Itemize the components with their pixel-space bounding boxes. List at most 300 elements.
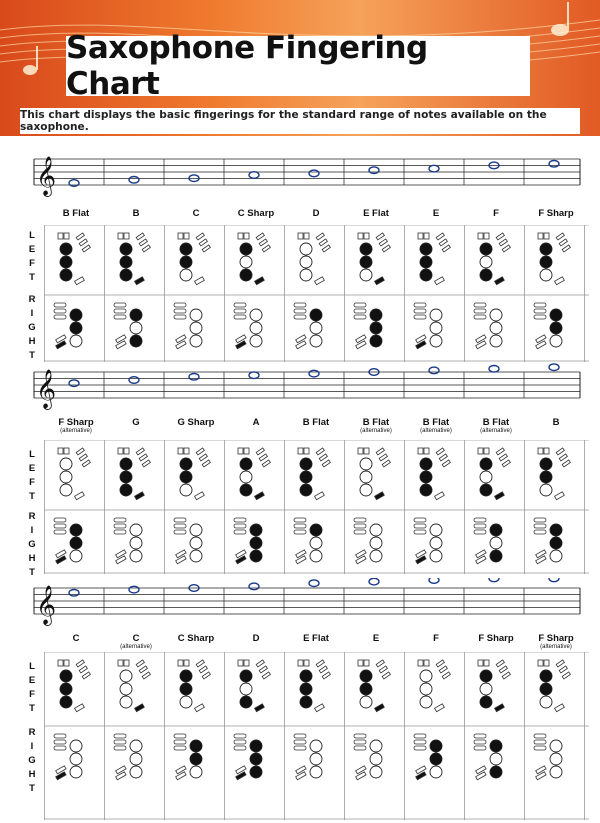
tone-hole [310, 537, 322, 549]
tone-hole [240, 256, 252, 268]
palm-key [196, 448, 204, 455]
right-hand-fingering-diagram [354, 734, 382, 780]
tone-hole [300, 256, 312, 268]
octave-key [418, 660, 423, 666]
tone-hole [420, 471, 432, 483]
tone-hole [60, 243, 72, 255]
chart-section-1 [0, 145, 600, 362]
tone-hole [420, 243, 432, 255]
side-key [234, 524, 246, 528]
pinky-key [555, 277, 565, 285]
pinky-key [555, 492, 565, 500]
palm-key [136, 448, 144, 455]
octave-key [178, 448, 183, 454]
tone-hole [480, 269, 492, 281]
tone-hole [70, 537, 82, 549]
octave-key [178, 233, 183, 239]
music-staff-1 [0, 145, 600, 205]
tone-hole [250, 524, 262, 536]
tone-hole [250, 537, 262, 549]
tone-hole [300, 696, 312, 708]
tone-hole [180, 683, 192, 695]
side-key [414, 740, 426, 744]
note-label: B Flat [62, 208, 90, 219]
side-key [474, 315, 486, 319]
whole-note [489, 578, 499, 582]
pinky-key [375, 492, 385, 500]
tone-hole [190, 524, 202, 536]
tone-hole [540, 269, 552, 281]
palm-key [319, 239, 327, 246]
palm-key [562, 245, 570, 252]
tone-hole [190, 753, 202, 765]
palm-key [559, 454, 567, 461]
octave-key [304, 660, 309, 666]
tone-hole [130, 309, 142, 321]
tone-hole [300, 243, 312, 255]
note-label: E [432, 208, 440, 219]
palm-key [379, 666, 387, 673]
note-label: G Sharp [177, 417, 215, 428]
octave-key [478, 660, 483, 666]
tone-hole [310, 740, 322, 752]
tone-hole [130, 322, 142, 334]
octave-key [298, 233, 303, 239]
pinky-key [135, 277, 145, 285]
pinky-key [495, 492, 505, 500]
side-key [414, 303, 426, 307]
tone-hole [540, 458, 552, 470]
octave-key [544, 660, 549, 666]
palm-key [379, 239, 387, 246]
tone-hole [190, 322, 202, 334]
tone-hole [250, 766, 262, 778]
side-key [234, 530, 246, 534]
tone-hole [370, 740, 382, 752]
tone-hole [370, 309, 382, 321]
left-hand-label: L E F T [28, 661, 36, 714]
tone-hole [190, 740, 202, 752]
right-hand-fingering-diagram [414, 518, 442, 564]
tone-hole [540, 243, 552, 255]
page-subtitle: This chart displays the basic fingerings for the standard range of notes available on the saxophone. [20, 109, 547, 133]
tone-hole [430, 766, 442, 778]
side-key [114, 303, 126, 307]
right-hand-fingering-diagram [534, 734, 562, 780]
tone-hole [180, 696, 192, 708]
left-hand-fingering-diagram [538, 448, 570, 500]
palm-key [202, 245, 210, 252]
tone-hole [490, 753, 502, 765]
tone-hole [190, 309, 202, 321]
left-hand-fingering-diagram [238, 448, 270, 500]
right-hand-fingering-diagram [114, 734, 142, 780]
palm-key [322, 460, 330, 467]
tone-hole [360, 269, 372, 281]
tone-hole [430, 537, 442, 549]
palm-key [142, 460, 150, 467]
palm-key [82, 460, 90, 467]
whole-note [369, 578, 379, 585]
side-key [174, 309, 186, 313]
whole-note [129, 586, 139, 593]
tone-hole [120, 256, 132, 268]
side-key [414, 734, 426, 738]
tone-hole [60, 484, 72, 496]
side-key [114, 740, 126, 744]
right-hand-fingering-diagram [234, 734, 262, 780]
octave-key [238, 660, 243, 666]
side-key [474, 530, 486, 534]
octave-key [358, 233, 363, 239]
whole-note [489, 366, 499, 373]
octave-key [358, 660, 363, 666]
side-key [534, 524, 546, 528]
side-key [114, 315, 126, 319]
tone-hole [300, 458, 312, 470]
palm-key [502, 460, 510, 467]
tone-hole [310, 335, 322, 347]
palm-key [196, 233, 204, 240]
tone-hole [70, 740, 82, 752]
palm-key [256, 448, 264, 455]
left-hand-fingering-diagram [118, 233, 150, 285]
note-labels-2 [46, 414, 586, 440]
palm-key [82, 245, 90, 252]
treble-clef-icon: 𝄞 [36, 585, 57, 625]
note-label: B Flat (alternative) [420, 417, 452, 434]
palm-key [76, 233, 84, 240]
palm-key [556, 448, 564, 455]
side-key [354, 530, 366, 534]
left-hand-fingering-diagram [298, 660, 330, 712]
tone-hole [420, 696, 432, 708]
palm-key [79, 666, 87, 673]
tone-hole [250, 550, 262, 562]
tone-hole [370, 766, 382, 778]
left-hand-fingering-diagram [478, 660, 510, 712]
whole-note [429, 367, 439, 374]
octave-key [58, 448, 63, 454]
palm-key [379, 454, 387, 461]
octave-key [124, 233, 129, 239]
tone-hole [240, 696, 252, 708]
tone-hole [60, 269, 72, 281]
whole-note [249, 172, 259, 179]
palm-key [502, 672, 510, 679]
octave-key [244, 660, 249, 666]
tone-hole [540, 683, 552, 695]
pinky-key [255, 277, 265, 285]
palm-key [502, 245, 510, 252]
right-hand-fingering-diagram [54, 303, 82, 349]
side-key [234, 315, 246, 319]
side-key [174, 524, 186, 528]
tone-hole [430, 335, 442, 347]
pinky-key [195, 704, 205, 712]
palm-key [136, 233, 144, 240]
side-key [174, 530, 186, 534]
octave-key [118, 660, 123, 666]
side-key [114, 524, 126, 528]
side-key [474, 303, 486, 307]
treble-clef-icon: 𝄞 [36, 369, 57, 409]
palm-key [316, 233, 324, 240]
note-label: B Flat (alternative) [360, 417, 392, 434]
palm-key [316, 660, 324, 667]
tone-hole [240, 269, 252, 281]
side-key [414, 518, 426, 522]
tone-hole [540, 670, 552, 682]
pinky-key [75, 277, 85, 285]
tone-hole [310, 309, 322, 321]
tone-hole [480, 484, 492, 496]
tone-hole [130, 537, 142, 549]
whole-note [129, 377, 139, 384]
left-hand-fingering-diagram [358, 660, 390, 712]
right-hand-fingering-diagram [174, 518, 202, 564]
whole-note [69, 380, 79, 387]
right-hand-label: R I G H T [28, 511, 36, 578]
side-key [54, 309, 66, 313]
tone-hole [540, 696, 552, 708]
tone-hole [310, 753, 322, 765]
left-hand-label: L E F T [28, 230, 36, 283]
note-label: C (alternative) [120, 633, 152, 650]
chart-section-2 [0, 362, 600, 578]
whole-note [549, 578, 559, 582]
palm-key [559, 666, 567, 673]
right-hand-fingering-diagram [474, 734, 502, 780]
right-hand-fingering-diagram [294, 303, 322, 349]
tone-hole [370, 550, 382, 562]
tone-hole [190, 335, 202, 347]
pinky-key [495, 704, 505, 712]
tone-hole [480, 471, 492, 483]
side-key [354, 518, 366, 522]
side-key [354, 303, 366, 307]
tone-hole [480, 458, 492, 470]
palm-key [76, 448, 84, 455]
palm-key [79, 454, 87, 461]
octave-key [64, 233, 69, 239]
side-key [114, 746, 126, 750]
tone-hole [310, 322, 322, 334]
tone-hole [180, 269, 192, 281]
tone-hole [70, 524, 82, 536]
octave-key [364, 448, 369, 454]
right-hand-fingering-diagram [114, 518, 142, 564]
chart-section-3 [0, 578, 600, 823]
tone-hole [250, 740, 262, 752]
palm-key [316, 448, 324, 455]
palm-key [562, 460, 570, 467]
tone-hole [370, 753, 382, 765]
palm-key [202, 672, 210, 679]
left-hand-fingering-diagram [418, 448, 450, 500]
right-hand-fingering-diagram [174, 734, 202, 780]
note-label: C Sharp [237, 208, 275, 219]
tone-hole [480, 256, 492, 268]
tone-hole [550, 537, 562, 549]
tone-hole [130, 753, 142, 765]
side-key [234, 734, 246, 738]
tone-hole [120, 683, 132, 695]
left-hand-fingering-diagram [538, 233, 570, 285]
tone-hole [430, 753, 442, 765]
side-key [354, 746, 366, 750]
tone-hole [430, 309, 442, 321]
tone-hole [300, 484, 312, 496]
side-key [414, 746, 426, 750]
note-label: F Sharp [478, 633, 514, 644]
note-label: C [192, 208, 200, 219]
octave-key [244, 448, 249, 454]
whole-note [69, 590, 79, 597]
tone-hole [490, 335, 502, 347]
tone-hole [240, 471, 252, 483]
palm-key [262, 460, 270, 467]
palm-key [556, 660, 564, 667]
side-key [414, 315, 426, 319]
octave-key [478, 448, 483, 454]
tone-hole [540, 484, 552, 496]
palm-key [496, 233, 504, 240]
palm-key [136, 660, 144, 667]
left-hand-fingering-diagram [418, 660, 450, 712]
right-hand-fingering-diagram [234, 518, 262, 564]
palm-key [202, 460, 210, 467]
left-hand-fingering-diagram [238, 660, 270, 712]
note-label: B Flat (alternative) [480, 417, 512, 434]
left-hand-fingering-diagram [58, 660, 90, 712]
right-hand-fingering-diagram [294, 734, 322, 780]
tone-hole [120, 269, 132, 281]
palm-key [82, 672, 90, 679]
fingering-grid-2 [44, 440, 589, 574]
tone-hole [60, 670, 72, 682]
tone-hole [360, 696, 372, 708]
side-key [294, 303, 306, 307]
tone-hole [120, 471, 132, 483]
palm-key [139, 454, 147, 461]
tone-hole [60, 256, 72, 268]
side-key [294, 315, 306, 319]
palm-key [322, 672, 330, 679]
palm-key [436, 660, 444, 667]
tone-hole [120, 670, 132, 682]
whole-note [369, 167, 379, 174]
octave-key [538, 660, 543, 666]
left-hand-fingering-diagram [418, 233, 450, 285]
side-key [534, 746, 546, 750]
palm-key [259, 454, 267, 461]
palm-key [442, 672, 450, 679]
tone-hole [540, 256, 552, 268]
tone-hole [300, 670, 312, 682]
fingering-grid-1 [44, 225, 589, 362]
octave-key [64, 660, 69, 666]
octave-key [184, 660, 189, 666]
pinky-key [255, 704, 265, 712]
octave-key [424, 233, 429, 239]
note-label: B [132, 208, 140, 219]
tone-hole [360, 243, 372, 255]
tone-hole [430, 524, 442, 536]
pinky-key [75, 704, 85, 712]
side-key [534, 309, 546, 313]
side-key [294, 734, 306, 738]
side-key [234, 518, 246, 522]
tone-hole [70, 309, 82, 321]
tone-hole [370, 524, 382, 536]
octave-key [418, 448, 423, 454]
palm-key [382, 672, 390, 679]
side-key [474, 518, 486, 522]
tone-hole [430, 550, 442, 562]
palm-key [556, 233, 564, 240]
pinky-key [255, 492, 265, 500]
palm-key [199, 666, 207, 673]
tone-hole [360, 458, 372, 470]
side-key [114, 518, 126, 522]
palm-key [499, 454, 507, 461]
right-hand-fingering-diagram [414, 303, 442, 349]
side-key [174, 740, 186, 744]
note-label: C Sharp [177, 633, 215, 644]
side-key [234, 740, 246, 744]
tone-hole [180, 471, 192, 483]
right-hand-fingering-diagram [174, 303, 202, 349]
palm-key [76, 660, 84, 667]
tone-hole [550, 322, 562, 334]
tone-hole [310, 766, 322, 778]
tone-hole [130, 524, 142, 536]
pinky-key [495, 277, 505, 285]
tone-hole [490, 322, 502, 334]
tone-hole [120, 696, 132, 708]
octave-key [538, 448, 543, 454]
octave-key [238, 233, 243, 239]
tone-hole [420, 484, 432, 496]
palm-key [442, 460, 450, 467]
note-label: F [493, 208, 499, 219]
octave-key [304, 233, 309, 239]
palm-key [499, 666, 507, 673]
side-key [54, 734, 66, 738]
whole-note [309, 580, 319, 587]
palm-key [436, 233, 444, 240]
tone-hole [70, 766, 82, 778]
whole-note [429, 578, 439, 583]
left-hand-fingering-diagram [118, 448, 150, 500]
side-key [354, 740, 366, 744]
tone-hole [130, 550, 142, 562]
left-hand-label: L E F T [28, 449, 36, 502]
side-key [114, 734, 126, 738]
side-key [174, 303, 186, 307]
pinky-key [555, 704, 565, 712]
tone-hole [550, 753, 562, 765]
right-hand-fingering-diagram [54, 518, 82, 564]
tone-hole [190, 550, 202, 562]
tone-hole [490, 309, 502, 321]
pinky-key [315, 704, 325, 712]
octave-key [424, 448, 429, 454]
tone-hole [420, 670, 432, 682]
tone-hole [360, 256, 372, 268]
side-key [294, 740, 306, 744]
